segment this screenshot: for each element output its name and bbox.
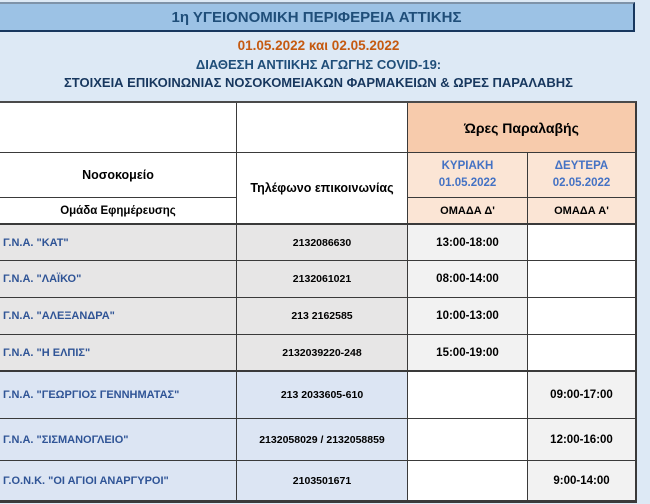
dates-line: 01.05.2022 και 02.05.2022 [237,38,400,53]
region-title-bar [0,2,635,32]
monday-header [528,153,635,198]
hospital-name: Γ.Ο.Ν.Κ. "ΟΙ ΑΓΙΟΙ ΑΝΑΡΓΥΡΟΙ" [0,461,237,501]
phone-header: Τηλέφωνο επικοινωνίας [237,153,408,225]
monday-hours [528,225,635,261]
monday-hours: 12:00-16:00 [528,419,635,461]
sunday-hours: 08:00-14:00 [408,261,528,298]
hospital-phone: 213 2033605-610 [237,372,408,419]
hospital-name: Γ.Ν.Α. "ΚΑΤ" [0,225,237,261]
hospital-phone: 2132086630 [237,225,408,261]
hospital-phone: 2132061021 [237,261,408,298]
monday-hours: 09:00-17:00 [528,372,635,419]
pickup-hours-table [0,101,637,503]
sunday-hours [408,461,528,501]
hospital-name: Γ.Ν.Α. "ΛΑΪΚΟ" [0,261,237,298]
monday-hours [528,261,635,298]
subtitle-line-1: ΔΙΑΘΕΣΗ ΑΝΤΙΙΚΗΣ ΑΓΩΓΗΣ COVID-19: [195,57,442,72]
sunday-date-label: 01.05.2022 [438,177,497,189]
pickup-hours-header: Ώρες Παραλαβής [408,103,635,153]
hospital-phone: 2132039220-248 [237,335,408,372]
hospital-phone: 2103501671 [237,461,408,501]
sunday-hours: 13:00-18:00 [408,225,528,261]
page-title: 1η ΥΓΕΙΟΝΟΜΙΚΗ ΠΕΡΙΦΕΡΕΙΑ ΑΤΤΙΚΗΣ [171,8,462,26]
hospital-name: Γ.Ν.Α. "ΣΙΣΜΑΝΟΓΛΕΙΟ" [0,419,237,461]
hospital-header: Νοσοκομείο [0,153,237,198]
monday-date-label: 02.05.2022 [552,177,611,189]
hospital-phone: 2132058029 / 2132058859 [237,419,408,461]
hospital-name: Γ.Ν.Α. "Η ΕΛΠΙΣ" [0,335,237,372]
monday-day-label: ΔΕΥΤΕΡΑ [554,160,609,173]
sunday-day-label: ΚΥΡΙΑΚΗ [441,160,494,173]
empty-header-cell-hospital [0,103,237,153]
sunday-header [408,153,528,198]
hospital-phone: 213 2162585 [237,298,408,335]
sunday-hours: 10:00-13:00 [408,298,528,335]
subtitle-line-2: ΣΤΟΙΧΕΙΑ ΕΠΙΚΟΙΝΩΝΙΑΣ ΝΟΣΟΚΟΜΕΙΑΚΩΝ ΦΑΡΜΑΚΕΙΩΝ & ΩΡΕΣ ΠΑΡΑΛΑΒΗΣ [64,75,573,90]
sunday-hours [408,372,528,419]
empty-header-cell-phone [237,103,408,153]
sunday-group-header: ΟΜΑΔΑ Δ' [408,198,528,225]
monday-hours [528,298,635,335]
hospital-name: Γ.Ν.Α. "ΓΕΩΡΓΙΟΣ ΓΕΝΝΗΜΑΤΑΣ" [0,372,237,419]
sunday-hours: 15:00-19:00 [408,335,528,372]
hospital-name: Γ.Ν.Α. "ΑΛΕΞΑΝΔΡΑ" [0,298,237,335]
monday-hours: 9:00-14:00 [528,461,635,501]
monday-group-header: ΟΜΑΔΑ Α' [528,198,635,225]
monday-hours [528,335,635,372]
sunday-hours [408,419,528,461]
duty-group-header: Ομάδα Εφημέρευσης [0,198,237,225]
